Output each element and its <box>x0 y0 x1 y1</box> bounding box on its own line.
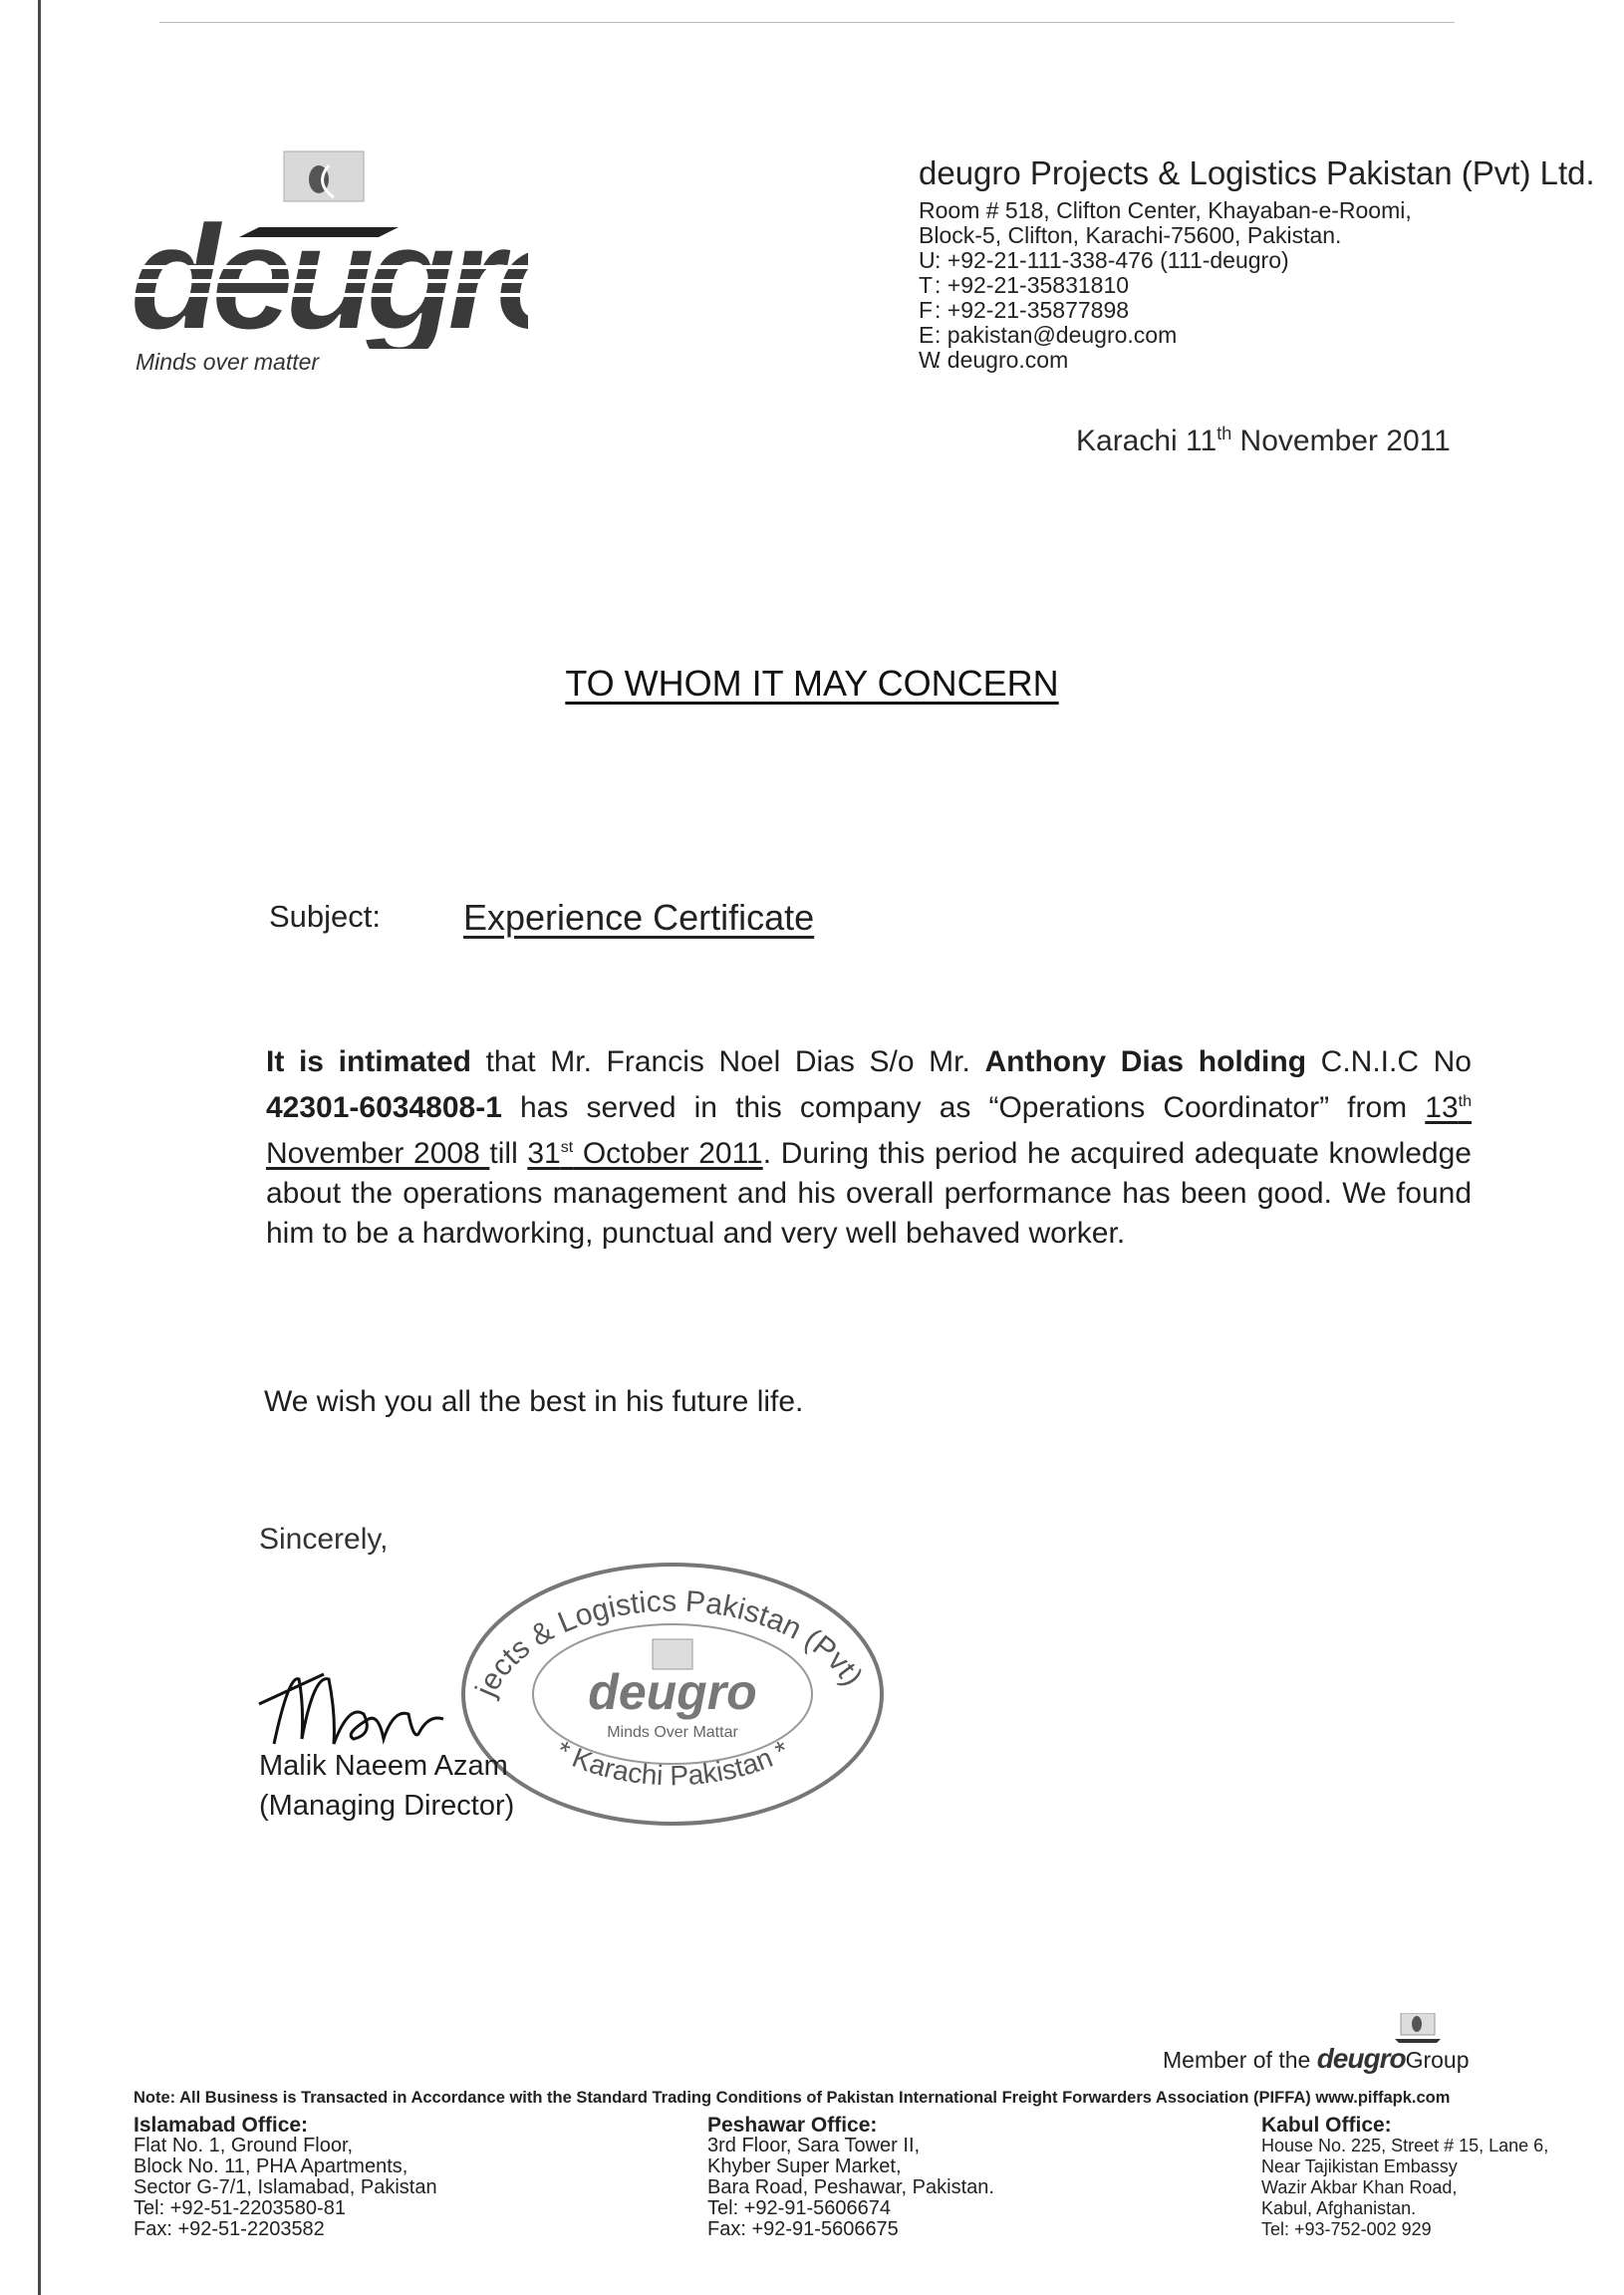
company-name: deugro Projects & Logistics Pakistan (Pvt) Ltd. <box>919 154 1595 191</box>
deugro-logo <box>130 149 528 379</box>
contact-phone: T: +92-21-35831810 <box>919 272 1130 298</box>
subject-label: Subject: <box>269 899 382 934</box>
scan-edge-line <box>38 0 41 2295</box>
office-peshawar: Peshawar Office: 3rd Floor, Sara Tower II, Khyber Super Market, Bara Road, Peshawar, Pakistan. Tel: +92-91-5606674 Fax: +92-91-5606675 <box>707 2114 994 2240</box>
company-info <box>919 154 1595 373</box>
closing-salutation: Sincerely, <box>259 1523 389 1556</box>
deugro-logo-icon <box>130 149 528 349</box>
deugro-wordmark: deugr <box>130 193 495 349</box>
address-line: Room # 518, Clifton Center, Khayaban-e-Roomi, <box>919 197 1412 223</box>
stamp-icon <box>453 1550 892 1829</box>
office-kabul: Kabul Office: House No. 225, Street # 15, Lane 6, Near Tajikistan Embassy Wazir Akbar Khan Road, Kabul, Afghanistan. Tel: +93-752-002 929 <box>1261 2114 1549 2239</box>
letter-date: Karachi 11th November 2011 <box>1076 424 1451 457</box>
office-title: Peshawar Office: <box>707 2114 878 2137</box>
contact-email: E: pakistan@deugro.com <box>919 322 1178 348</box>
office-title: Kabul Office: <box>1261 2114 1392 2137</box>
closing-wish: We wish you all the best in his future life. <box>264 1385 804 1418</box>
signer-title: (Managing Director) <box>259 1790 515 1822</box>
deugro-group-emblem-icon <box>1395 2013 1441 2043</box>
contact-website: W: deugro.com <box>919 347 1069 373</box>
svg-text:* Karachi Pakistan * <box>551 1734 794 1791</box>
subject-title: Experience Certificate <box>463 897 815 938</box>
company-stamp <box>453 1550 892 1829</box>
stamp-tagline: Minds Over Mattar <box>607 1724 738 1741</box>
stamp-top-text: jects & Logistics Pakistan (Pvt) <box>469 1584 869 1702</box>
group-brand: deugro <box>1316 2043 1406 2074</box>
letter-body-paragraph: It is intimated that Mr. Francis Noel Dias S/o Mr. Anthony Dias holding C.N.I.C No 42301-6034808-1 has served in this company as “Operations Coordinator” from 13th November 2008 till 31st October 2011. During this period he acquired adequate knowledge about the operations management and his overall performance has been good. We found him to be a hardworking, punctual and very well behaved worker. <box>266 1045 1472 1250</box>
logo-tagline: Minds over matter <box>135 349 320 375</box>
company-address <box>919 198 1595 373</box>
scan-top-line <box>159 22 1455 23</box>
letter-heading: TO WHOM IT MAY CONCERN <box>565 663 1059 704</box>
office-islamabad: Islamabad Office: Flat No. 1, Ground Floor, Block No. 11, PHA Apartments, Sector G-7/1, Islamabad, Pakistan Tel: +92-51-2203580-81 Fax: +92-51-2203582 <box>134 2114 437 2240</box>
address-line: Block-5, Clifton, Karachi-75600, Pakistan. <box>919 222 1342 248</box>
contact-phone-uan: U: +92-21-111-338-476 (111-deugro) <box>919 247 1289 273</box>
piffa-note: Note: All Business is Transacted in Accordance with the Standard Trading Conditions of Pakistan International Freight Forwarders Association (PIFFA) www.piffapk.com <box>134 2089 1451 2107</box>
member-of-group: Member of the deugroGroup <box>1163 2043 1470 2074</box>
stamp-bottom-text: * Karachi Pakistan * <box>550 1734 795 1792</box>
signer-name: Malik Naeem Azam <box>259 1750 508 1782</box>
office-title: Islamabad Office: <box>134 2114 309 2137</box>
stamp-brand: deugro <box>588 1664 757 1720</box>
contact-fax: F: +92-21-35877898 <box>919 297 1130 323</box>
